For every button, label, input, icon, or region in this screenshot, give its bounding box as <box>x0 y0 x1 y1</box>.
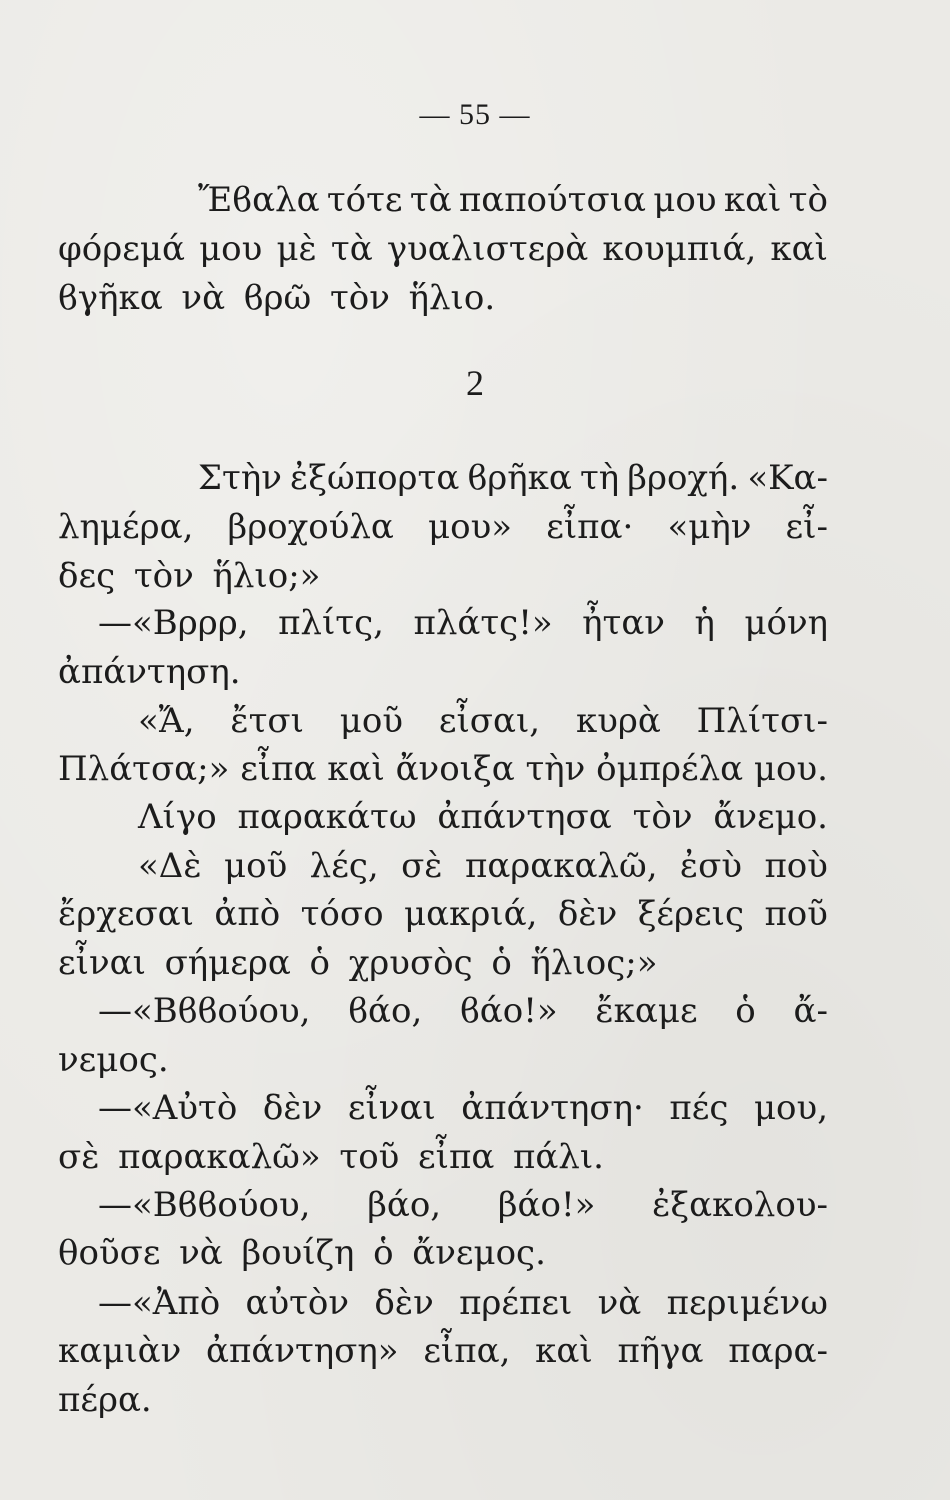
text-line: θοῦσε νὰ βουίζη ὁ ἄνεμος. <box>58 1233 546 1273</box>
text-line: —«Αὐτὸ δὲν εἶναι ἀπάντηση· πές μου, <box>98 1088 828 1128</box>
text-line: λημέρα, βροχούλα μου» εἶπα· «μὴν εἶ- <box>58 507 828 547</box>
text-line: Πλάτσα;» εἶπα καὶ ἄνοιξα τὴν ὀμπρέλα μου. <box>58 749 828 789</box>
section-number: 2 <box>466 363 484 403</box>
text-line: εἶναι σήμερα ὁ χρυσὸς ὁ ἥλιος;» <box>58 943 658 983</box>
text-line: Λίγο παρακάτω ἀπάντησα τὸν ἄνεμο. <box>138 797 828 837</box>
text-line: δες τὸν ἥλιο;» <box>58 556 321 596</box>
text-line: σὲ παρακαλῶ» τοῦ εἶπα πάλι. <box>58 1137 604 1177</box>
text-line: πέρα. <box>58 1380 152 1420</box>
page-number: — 55 — <box>419 98 531 131</box>
text-line: ἀπάντηση. <box>58 652 241 692</box>
text-line: —«Βϐϐούου, ϐάο, ϐάο!» ἔκαμε ὁ ἄ- <box>98 991 828 1031</box>
text-line: ἔρχεσαι ἀπὸ τόσο μακριά, δὲν ξέρεις ποῦ <box>58 894 828 934</box>
text-line: νεμος. <box>58 1040 169 1080</box>
text-line: —«Βϐϐούου, βάο, βάο!» ἐξακολου- <box>98 1185 828 1225</box>
text-line: ϐγῆκα νὰ ϐρῶ τὸν ἥλιο. <box>58 278 496 318</box>
text-line: —«Βρρρ, πλίτς, πλάτς!» ἦταν ἡ μόνη <box>98 603 828 643</box>
text-line: «Ἄ, ἔτσι μοῦ εἶσαι, κυρὰ Πλίτσι- <box>138 701 828 741</box>
text-line: Στὴν ἐξώπορτα ϐρῆκα τὴ βροχή. «Κα- <box>198 458 828 498</box>
text-line: φόρεμά μου μὲ τὰ γυαλιστερὰ κουμπιά, καὶ <box>58 229 828 269</box>
text-line: «Δὲ μοῦ λές, σὲ παρακαλῶ, ἐσὺ ποὺ <box>138 846 828 886</box>
text-line: Ἔϐαλα τότε τὰ παπούτσια μου καὶ τὸ <box>198 180 828 220</box>
text-line: καμιὰν ἀπάντηση» εἶπα, καὶ πῆγα παρα- <box>58 1331 828 1371</box>
text-line: —«Ἀπὸ αὐτὸν δὲν πρέπει νὰ περιμένω <box>98 1283 828 1323</box>
